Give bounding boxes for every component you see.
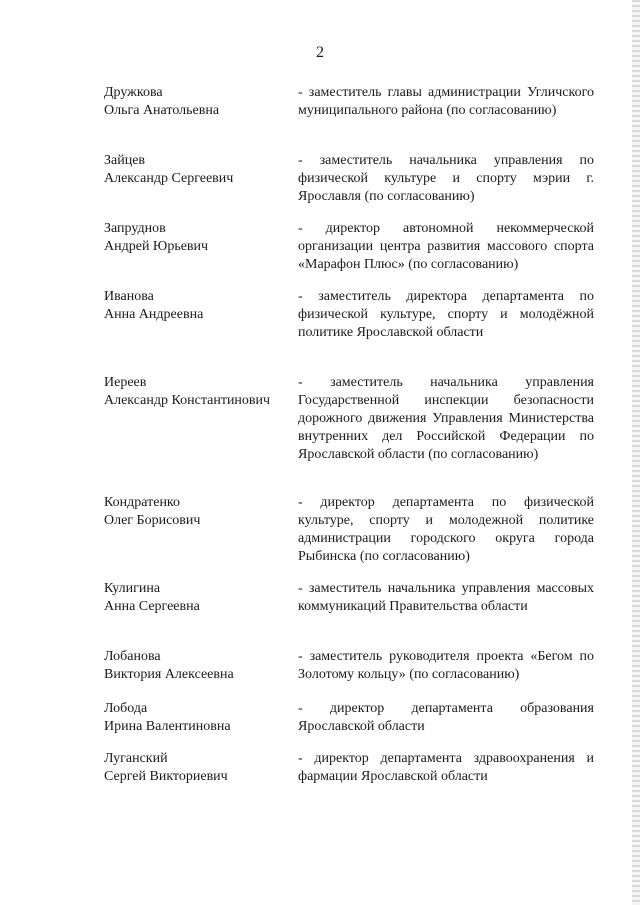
member-entry: [104, 288, 594, 342]
member-role: - заместитель начальника управления по физической культуре и спорту мэрии г. Ярославля (по согласованию): [298, 153, 594, 204]
member-role: - директор департамента здравоохранения и фармации Ярославской области: [298, 751, 594, 784]
member-name: [104, 152, 298, 206]
member-name: [104, 288, 298, 342]
member-surname: Зайцев: [104, 153, 146, 168]
member-entry: [104, 700, 594, 736]
member-role: - заместитель начальника управления Государственной инспекции безопасности дорожного движения Управления Министерства внутренних дел Российской Федерации по Ярославской области (по согласованию): [298, 375, 594, 462]
member-surname: Кулигина: [104, 581, 161, 596]
member-entry: [104, 84, 594, 120]
member-surname: Лобода: [104, 701, 148, 716]
member-given-names: Виктория Алексеевна: [104, 667, 234, 682]
member-surname: Кондратенко: [104, 495, 181, 510]
member-given-names: Ирина Валентиновна: [104, 719, 231, 734]
member-surname: Иереев: [104, 375, 147, 390]
member-entry: [104, 220, 594, 274]
member-entry: [104, 374, 594, 464]
member-name: [104, 374, 298, 464]
member-role: - директор автономной некоммерческой организации центра развития массового спорта «Марафон Плюс» (по согласованию): [298, 221, 594, 272]
member-role: - заместитель руководителя проекта «Бегом по Золотому кольцу» (по согласованию): [298, 649, 594, 682]
member-entry: [104, 152, 594, 206]
member-surname: Луганский: [104, 751, 168, 766]
member-given-names: Сергей Викториевич: [104, 769, 228, 784]
member-role: - заместитель главы администрации Угличского муниципального района (по согласованию): [298, 85, 594, 118]
member-name: [104, 580, 298, 616]
page-number: 2: [316, 44, 324, 61]
member-entry: [104, 580, 594, 616]
member-surname: Иванова: [104, 289, 154, 304]
member-role: - заместитель директора департамента по физической культуре, спорту и молодёжной политике Ярославской области: [298, 289, 594, 340]
member-given-names: Анна Андреевна: [104, 307, 204, 322]
member-name: [104, 648, 298, 684]
member-entry: [104, 494, 594, 566]
member-name: [104, 84, 298, 120]
member-role: - директор департамента образования Ярославской области: [298, 701, 594, 734]
member-entry: [104, 750, 594, 786]
member-name: [104, 750, 298, 786]
member-given-names: Олег Борисович: [104, 513, 201, 528]
member-name: [104, 494, 298, 566]
member-given-names: Ольга Анатольевна: [104, 103, 220, 118]
scan-edge-strip: [632, 0, 640, 905]
member-given-names: Александр Константинович: [104, 393, 271, 408]
member-entry: [104, 648, 594, 684]
member-role: - директор департамента по физической культуре, спорту и молодежной политике администрации городского округа города Рыбинска (по согласованию): [298, 495, 594, 564]
member-role: - заместитель начальника управления массовых коммуникаций Правительства области: [298, 581, 594, 614]
member-given-names: Анна Сергеевна: [104, 599, 200, 614]
member-surname: Лобанова: [104, 649, 161, 664]
member-surname: Запруднов: [104, 221, 166, 236]
member-surname: Дружкова: [104, 85, 163, 100]
member-given-names: Александр Сергеевич: [104, 171, 234, 186]
member-given-names: Андрей Юрьевич: [104, 239, 209, 254]
member-name: [104, 220, 298, 274]
member-name: [104, 700, 298, 736]
